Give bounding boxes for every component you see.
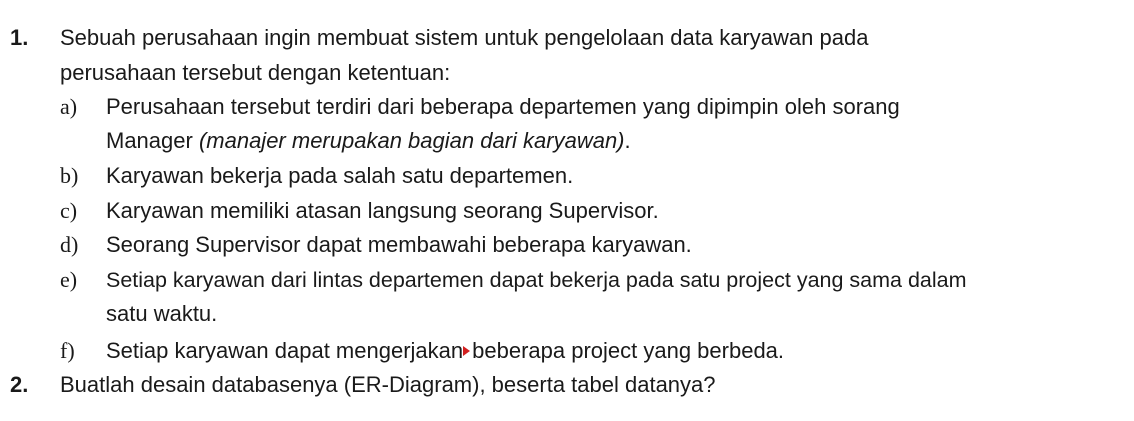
sub-item-a-period: . <box>624 128 631 153</box>
sub-item-f-line-1 <box>106 336 784 366</box>
sub-item-d-letter: d) <box>60 232 79 257</box>
sub-item-b-line-1: Karyawan bekerja pada salah satu departemen. <box>106 163 574 188</box>
sub-item-f-text-part-1: Setiap karyawan dapat mengerjakan <box>106 338 464 363</box>
item-1-text-line-2: perusahaan tersebut dengan ketentuan: <box>60 60 451 85</box>
item-1-text-line-1: Sebuah perusahaan ingin membuat sistem untuk pengelolaan data karyawan pada <box>60 25 869 50</box>
sub-item-d-line-1: Seorang Supervisor dapat membawahi beberapa karyawan. <box>106 232 692 257</box>
sub-item-f-text-part-2: beberapa project yang berbeda. <box>472 338 785 363</box>
sub-item-a-manager-text: Manager <box>106 128 199 153</box>
sub-item-c-line-1: Karyawan memiliki atasan langsung seorang Supervisor. <box>106 198 659 223</box>
sub-item-f-letter: f) <box>60 338 75 363</box>
sub-item-a-letter: a) <box>60 94 78 119</box>
sub-item-a-line-2 <box>106 126 631 156</box>
item-2-text-line-1: Buatlah desain databasenya (ER-Diagram), beserta tabel datanya? <box>60 372 716 397</box>
sub-item-e-line-1: Setiap karyawan dari lintas departemen dapat bekerja pada satu project yang sama dalam <box>106 268 967 292</box>
sub-item-c-letter: c) <box>60 198 78 223</box>
sub-item-a-italic-note: (manajer merupakan bagian dari karyawan) <box>198 128 625 153</box>
sub-item-e-line-2: satu waktu. <box>106 301 218 326</box>
sub-item-a-line-1: Perusahaan tersebut terdiri dari beberapa departemen yang dipimpin oleh sorang <box>106 94 900 119</box>
text-cursor-marker-icon <box>463 346 470 356</box>
item-1-number: 1. <box>10 25 29 50</box>
sub-item-e-letter: e) <box>60 267 78 292</box>
item-2-number: 2. <box>10 372 29 397</box>
sub-item-b-letter: b) <box>60 163 79 188</box>
